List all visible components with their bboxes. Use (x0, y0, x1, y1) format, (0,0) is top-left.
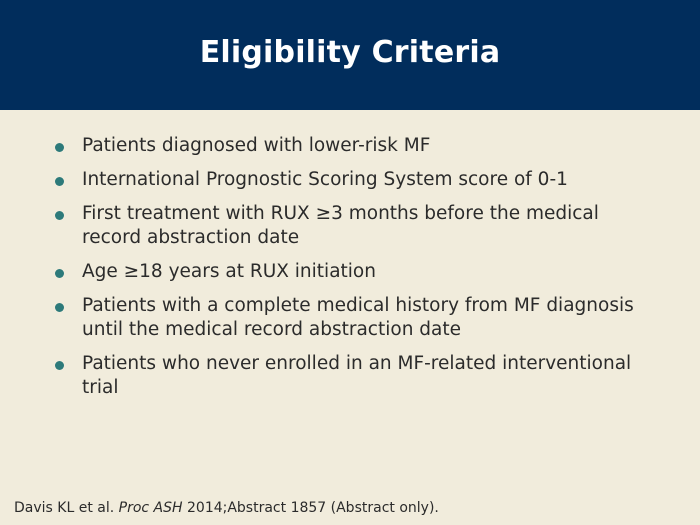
slide-header (0, 0, 700, 110)
bullet-dot-icon (55, 303, 64, 312)
slide-title: Eligibility Criteria (199, 34, 501, 70)
criteria-item (0, 352, 700, 400)
citation-authors: Davis KL et al. (14, 500, 115, 516)
criteria-text: Patients with a complete medical history from MF diagnosis until the medical record abstraction date (82, 295, 634, 340)
criteria-text: Age ≥18 years at RUX initiation (82, 261, 376, 282)
bullet-dot-icon (55, 143, 64, 152)
criteria-list (0, 134, 700, 410)
citation (14, 500, 439, 516)
criteria-text: International Prognostic Scoring System score of 0-1 (82, 169, 568, 190)
criteria-item (0, 202, 700, 250)
citation-journal: Proc ASH (118, 500, 183, 516)
criteria-item (0, 168, 700, 192)
citation-details: 2014;Abstract 1857 (Abstract only). (187, 500, 439, 516)
bullet-dot-icon (55, 361, 64, 370)
criteria-item (0, 294, 700, 342)
bullet-dot-icon (55, 269, 64, 278)
criteria-item (0, 260, 700, 284)
bullet-dot-icon (55, 211, 64, 220)
criteria-text: Patients diagnosed with lower-risk MF (82, 135, 431, 156)
bullet-dot-icon (55, 177, 64, 186)
criteria-item (0, 134, 700, 158)
criteria-text: Patients who never enrolled in an MF-related interventional trial (82, 353, 632, 398)
criteria-text: First treatment with RUX ≥3 months before the medical record abstraction date (82, 203, 599, 248)
